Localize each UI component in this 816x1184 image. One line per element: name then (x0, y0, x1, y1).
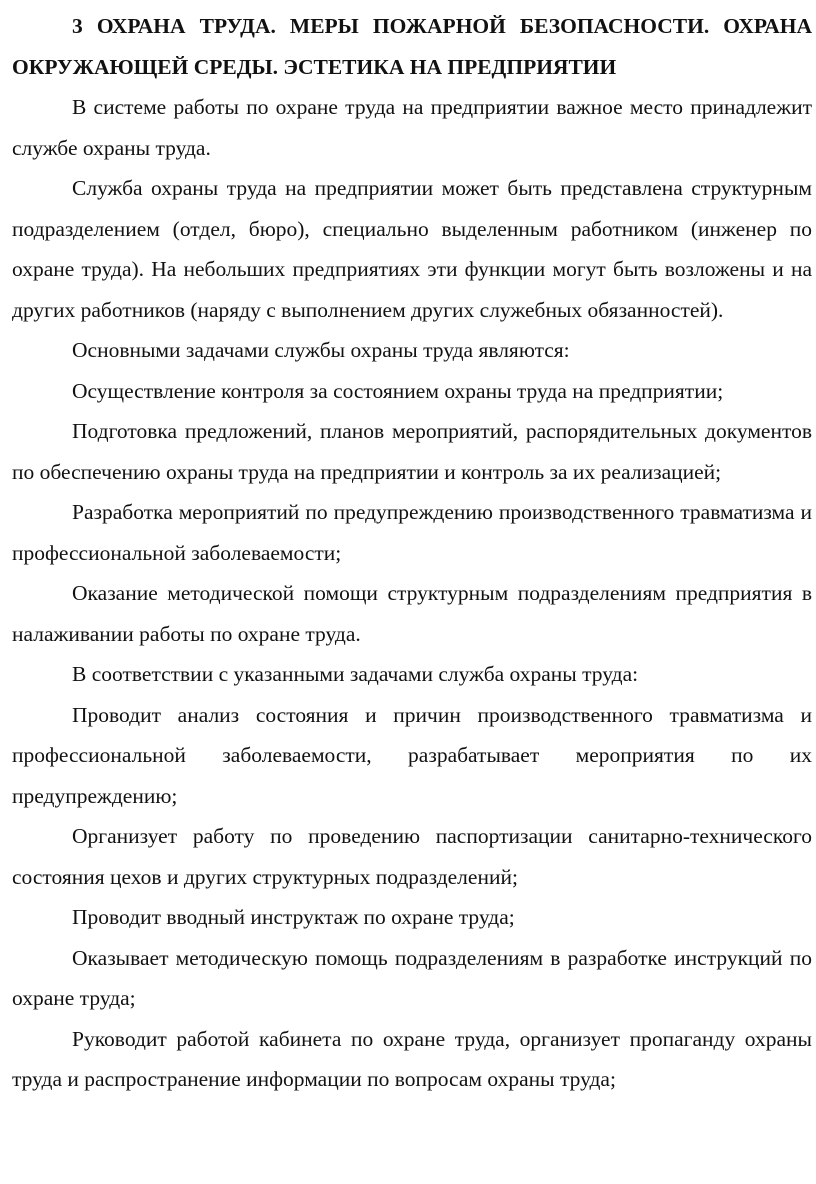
paragraph-function-instructions: Оказывает методическую помощь подразделениям в разработке инструкций по охране труда; (12, 945, 812, 1010)
paragraph-intro: В системе работы по охране труда на предприятии важное место принадлежит службе охраны труда. (12, 95, 812, 160)
document-page (12, 0, 812, 1100)
paragraph-task-proposals: Подготовка предложений, планов мероприятий, распорядительных документов по обеспечению охраны труда на предприятии и контроль за их реализацией; (12, 419, 812, 484)
paragraph-task-control: Осуществление контроля за состоянием охраны труда на предприятии; (72, 378, 724, 403)
paragraph-tasks-intro: Основными задачами службы охраны труда являются: (72, 338, 570, 362)
paragraph-task-prevention: Разработка мероприятий по предупреждению производственного травматизма и профессиональной заболеваемости; (12, 500, 812, 565)
paragraph-function-analysis: Проводит анализ состояния и причин производственного травматизма и профессиональной заболеваемости, разрабатывает мероприятия по их предупреждению; (12, 702, 812, 808)
paragraph-functions-intro: В соответствии с указанными задачами служба охраны труда: (72, 662, 639, 686)
paragraph-service-structure: Служба охраны труда на предприятии может быть представлена структурным подразделением (отдел, бюро), специально выделенным работником (инженер по охране труда). На небольших предприятиях эти функции могут быть возложены и на других работников (наряду с выполнением других служебных обязанностей). (12, 176, 812, 322)
paragraph-function-cabinet: Руководит работой кабинета по охране труда, организует пропаганду охраны труда и распространение информации по вопросам охраны труда; (12, 1026, 812, 1091)
section-heading: 3 ОХРАНА ТРУДА. МЕРЫ ПОЖАРНОЙ БЕЗОПАСНОСТИ. ОХРАНА ОКРУЖАЮЩЕЙ СРЕДЫ. ЭСТЕТИКА НА ПРЕДПРИЯТИИ (12, 14, 812, 79)
paragraph-task-methodical-help: Оказание методической помощи структурным подразделениям предприятия в налаживании работы по охране труда. (12, 581, 812, 646)
paragraph-function-briefing: Проводит вводный инструктаж по охране труда; (72, 905, 515, 929)
paragraph-function-certification: Организует работу по проведению паспортизации санитарно-технического состояния цехов и других структурных подразделений; (12, 824, 812, 889)
